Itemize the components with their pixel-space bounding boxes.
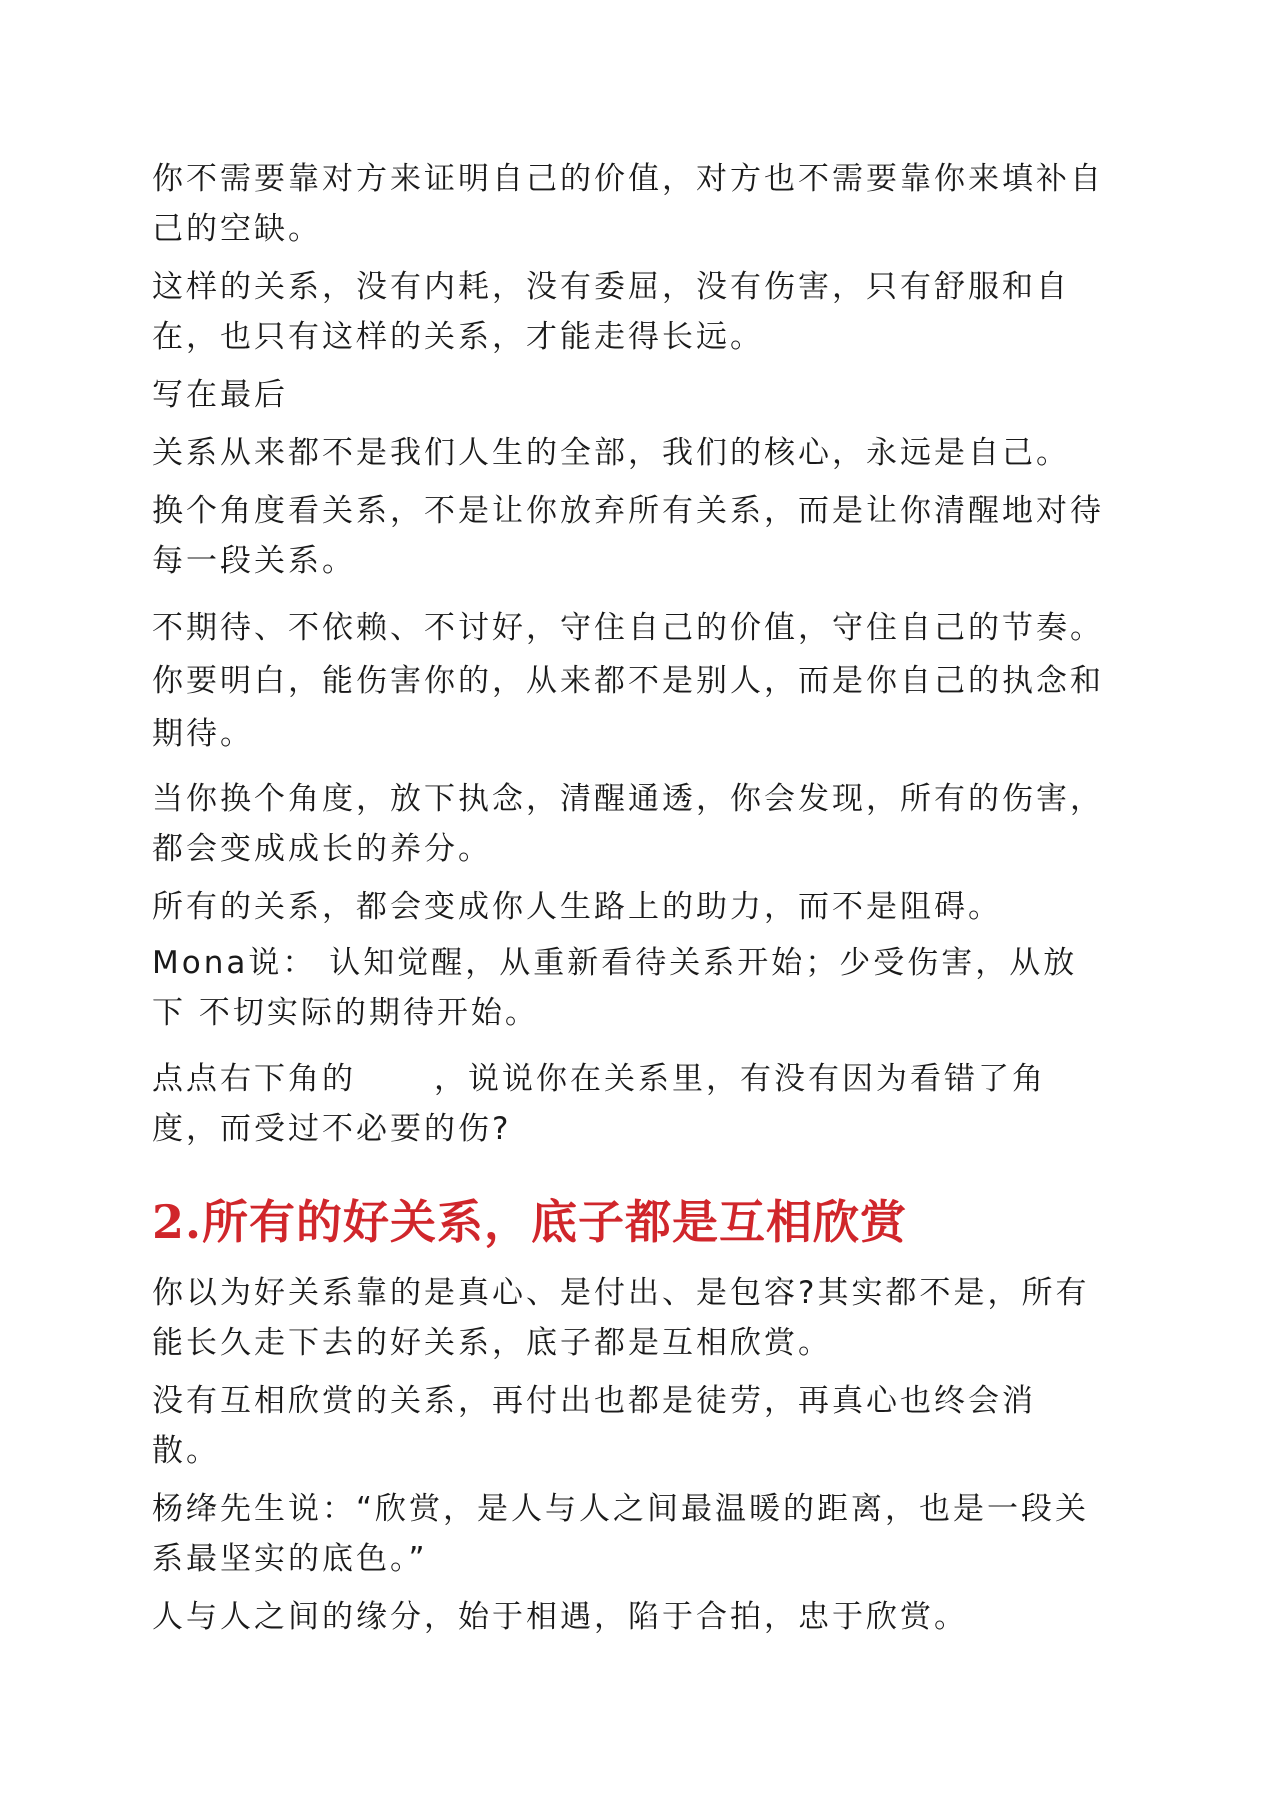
paragraph-7 — [152, 882, 1112, 932]
text-line: 当你换个角度，放下执念，清醒通透，你会发现，所有的伤害， — [152, 781, 1104, 817]
paragraph-3 — [152, 428, 1112, 478]
paragraph-13 — [152, 1592, 1112, 1642]
paragraph-5 — [152, 603, 1112, 759]
paragraph-6 — [152, 774, 1112, 874]
text-line: 己的空缺。 — [152, 211, 322, 247]
text-line: 写在最后 — [152, 377, 288, 413]
text-line: 关系从来都不是我们人生的全部，我们的核心，永远是自己。 — [152, 435, 1070, 471]
text-line: 都会变成成长的养分。 — [152, 831, 492, 867]
text-segment: 点点右下角的 — [152, 1061, 356, 1097]
paragraph-12 — [152, 1484, 1112, 1584]
text-line: 每一段关系。 — [152, 543, 356, 579]
section-heading: 2.所有的好关系，底子都是互相欣赏 — [152, 1195, 908, 1249]
text-line: 你要明白，能伤害你的，从来都不是别人，而是你自己的执念和 — [152, 663, 1104, 699]
text-line — [152, 1054, 1112, 1104]
text-line: 杨绛先生说：“欣赏，是人与人之间最温暖的距离，也是一段关 — [152, 1491, 1090, 1527]
paragraph-8 — [152, 938, 1112, 1038]
paragraph-1 — [152, 154, 1112, 254]
text-line: 人与人之间的缘分，始于相遇，陷于合拍，忠于欣赏。 — [152, 1599, 968, 1635]
text-line: 期待。 — [152, 716, 254, 752]
text-line: 你以为好关系靠的是真心、是付出、是包容?其实都不是，所有 — [152, 1275, 1090, 1311]
text-line: 在，也只有这样的关系，才能走得长远。 — [152, 319, 764, 355]
paragraph-9 — [152, 1054, 1112, 1154]
text-line: 下 不切实际的期待开始。 — [152, 995, 539, 1031]
paragraph-10 — [152, 1268, 1112, 1368]
paragraph-4 — [152, 486, 1112, 586]
text-line: 这样的关系，没有内耗，没有委屈，没有伤害，只有舒服和自 — [152, 269, 1070, 305]
text-line: 换个角度看关系，不是让你放弃所有关系，而是让你清醒地对待 — [152, 493, 1104, 529]
text-line: 不期待、不依赖、不讨好，守住自己的价值，守住自己的节奏。 — [152, 610, 1104, 646]
paragraph-11 — [152, 1376, 1112, 1476]
text-line: Mona说： 认知觉醒，从重新看待关系开始；少受伤害，从放 — [152, 945, 1078, 981]
text-line: 没有互相欣赏的关系，再付出也都是徒劳，再真心也终会消 — [152, 1383, 1036, 1419]
text-line: 系最坚实的底色。” — [152, 1541, 428, 1577]
paragraph-2 — [152, 262, 1112, 362]
text-line: 能长久走下去的好关系，底子都是互相欣赏。 — [152, 1325, 832, 1361]
text-line: 散。 — [152, 1433, 220, 1469]
section-subtitle — [152, 370, 1112, 420]
text-line: 度，而受过不必要的伤? — [152, 1111, 512, 1147]
text-line: 你不需要靠对方来证明自己的价值，对方也不需要靠你来填补自 — [152, 161, 1104, 197]
text-line: 所有的关系，都会变成你人生路上的助力，而不是阻碍。 — [152, 889, 1002, 925]
text-segment: ，说说你在关系里，有没有因为看错了角 — [434, 1061, 1046, 1097]
